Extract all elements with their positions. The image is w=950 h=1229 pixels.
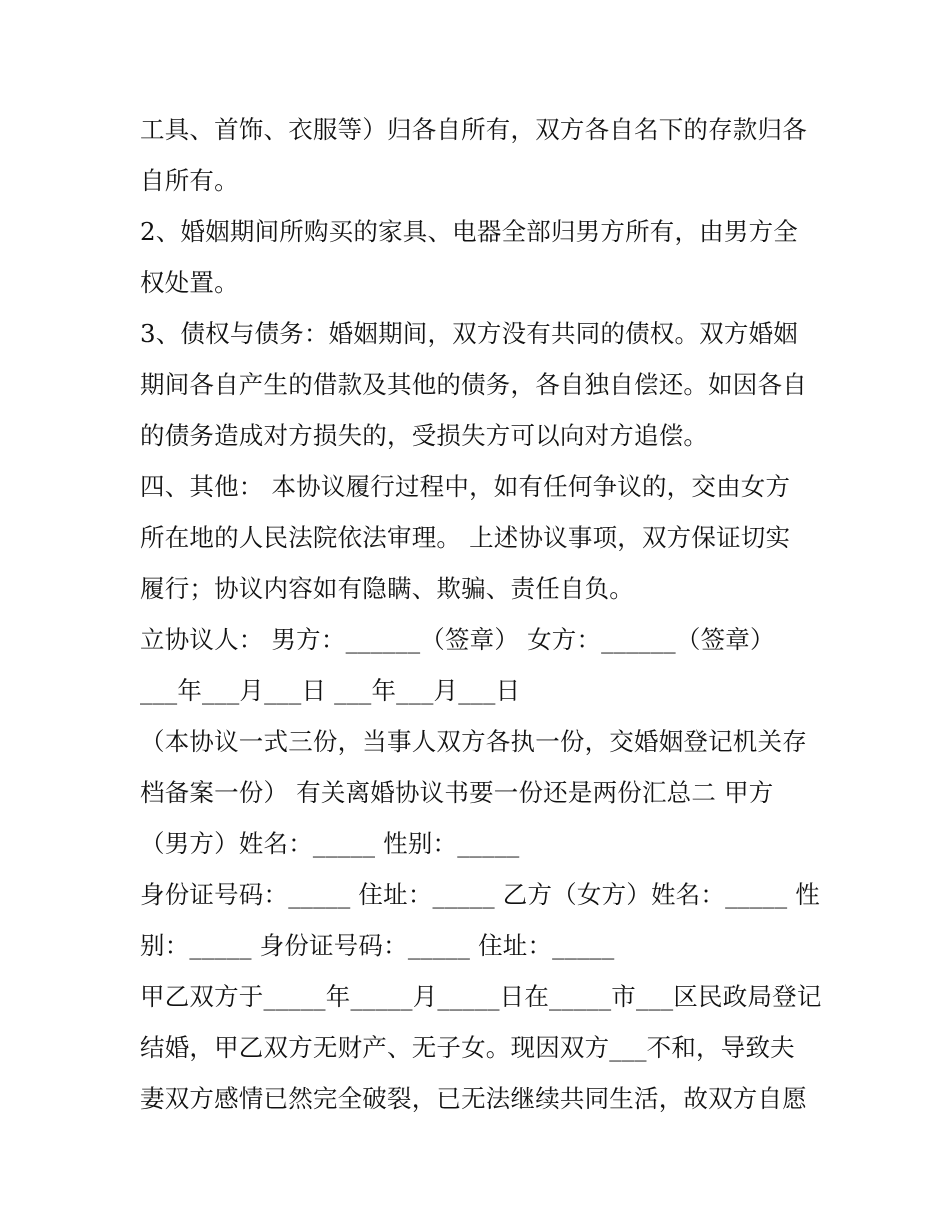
text-line: 自所有。 bbox=[140, 166, 239, 195]
text-line: 妻双方感情已然完全破裂，已无法继续共同生活，故双方自愿 bbox=[140, 1084, 807, 1113]
text-line: 工具、首饰、衣服等）归各自所有，双方各自名下的存款归各 bbox=[140, 115, 807, 144]
text-line: （男方）姓名：_____ 性别：_____ bbox=[140, 829, 520, 858]
text-line: 履行；协议内容如有隐瞒、欺骗、责任自负。 bbox=[140, 574, 634, 603]
text-line: 期间各自产生的借款及其他的债务，各自独自偿还。如因各自 bbox=[140, 370, 807, 399]
text-line: 甲乙双方于_____年_____月_____日在_____市___区民政局登记 bbox=[140, 982, 822, 1011]
text-line: 所在地的人民法院依法审理。 上述协议事项，双方保证切实 bbox=[140, 523, 791, 552]
signature-line: 立协议人： 男方：______（签章） 女方：______（签章） bbox=[140, 625, 775, 654]
text-line: 3、债权与债务：婚姻期间，双方没有共同的债权。双方婚姻 bbox=[140, 319, 798, 348]
text-line: 的债务造成对方损失的，受损失方可以向对方追偿。 bbox=[140, 421, 709, 450]
document-body bbox=[140, 104, 840, 1124]
text-line: 2、婚姻期间所购买的家具、电器全部归男方所有，由男方全 bbox=[140, 217, 798, 246]
text-line: 四、其他： 本协议履行过程中，如有任何争议的，交由女方 bbox=[140, 472, 791, 501]
text-line: 档备案一份） 有关离婚协议书要一份还是两份汇总二 甲方 bbox=[140, 778, 774, 807]
text-line: 权处置。 bbox=[140, 268, 239, 297]
text-line: 身份证号码：_____ 住址：_____ 乙方（女方）姓名：_____ 性 bbox=[140, 880, 821, 909]
text-line: 别：_____ 身份证号码：_____ 住址：_____ bbox=[140, 931, 615, 960]
text-line: （本协议一式三份，当事人双方各执一份，交婚姻登记机关存 bbox=[140, 727, 807, 756]
text-line: 结婚，甲乙双方无财产、无子女。现因双方___不和，导致夫 bbox=[140, 1033, 795, 1062]
date-line: ___年___月___日 ___年___月___日 bbox=[140, 676, 521, 705]
